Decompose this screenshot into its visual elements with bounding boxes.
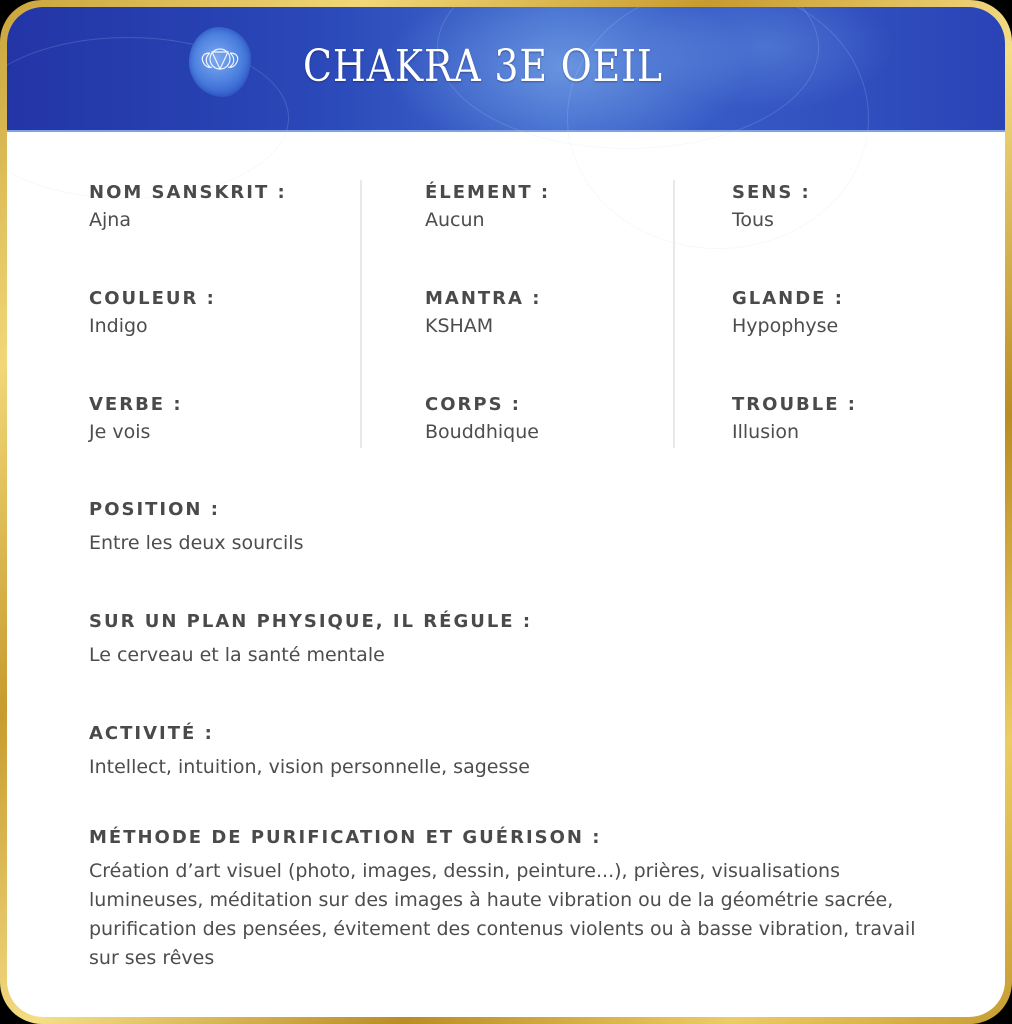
attr-value: Tous	[732, 209, 774, 231]
column-divider	[673, 180, 675, 448]
attr-label: GLANDE :	[732, 288, 844, 309]
section-value: Intellect, intuition, vision personnelle, sagesse	[89, 756, 530, 778]
third-eye-chakra-icon	[189, 27, 251, 97]
section-purification-method	[89, 829, 919, 973]
attr-label: MANTRA :	[425, 288, 542, 309]
attr-verb	[89, 396, 183, 445]
attr-body	[425, 396, 539, 445]
section-label: ACTIVITÉ :	[89, 723, 214, 744]
attr-label: TROUBLE :	[732, 394, 858, 415]
section-label: MÉTHODE DE PURIFICATION ET GUÉRISON :	[89, 827, 602, 848]
attr-value: KSHAM	[425, 315, 494, 337]
page-title: CHAKRA 3E OEIL	[303, 41, 663, 92]
attr-mantra	[425, 290, 541, 339]
attr-value: Illusion	[732, 421, 800, 443]
attr-label: NOM SANSKRIT :	[89, 182, 287, 203]
section-label: SUR UN PLAN PHYSIQUE, IL RÉGULE :	[89, 611, 533, 632]
column-divider	[360, 180, 362, 448]
attr-value: Aucun	[425, 209, 485, 231]
header-banner	[7, 7, 1005, 132]
section-value: Le cerveau et la santé mentale	[89, 644, 385, 666]
section-position	[89, 501, 303, 556]
section-physical-regulation	[89, 613, 532, 668]
attr-value: Hypophyse	[732, 315, 839, 337]
section-label: POSITION :	[89, 499, 220, 520]
attr-disorder	[732, 396, 857, 445]
attr-element	[425, 184, 550, 233]
attr-label: ÉLEMENT :	[425, 182, 551, 203]
attr-label: COULEUR :	[89, 288, 216, 309]
attr-value: Je vois	[89, 421, 151, 443]
attr-label: CORPS :	[425, 394, 521, 415]
section-activity	[89, 725, 530, 780]
attr-value: Ajna	[89, 209, 131, 231]
attr-gland	[732, 290, 844, 339]
section-value: Création d’art visuel (photo, images, dessin, peinture...), prières, visualisations lumineuses, méditation sur des images à haute vibration ou de la géométrie sacrée, purification des pensées, évitement des contenus violents ou à basse vibration, travail sur ses rêves	[89, 860, 916, 969]
attr-value: Indigo	[89, 315, 148, 337]
attr-label: VERBE :	[89, 394, 183, 415]
attr-sense	[732, 184, 811, 233]
section-value: Entre les deux sourcils	[89, 532, 304, 554]
attr-color	[89, 290, 216, 339]
attr-label: SENS :	[732, 182, 811, 203]
attr-value: Bouddhique	[425, 421, 539, 443]
card-panel	[7, 7, 1005, 1017]
attr-sanskrit-name	[89, 184, 287, 233]
